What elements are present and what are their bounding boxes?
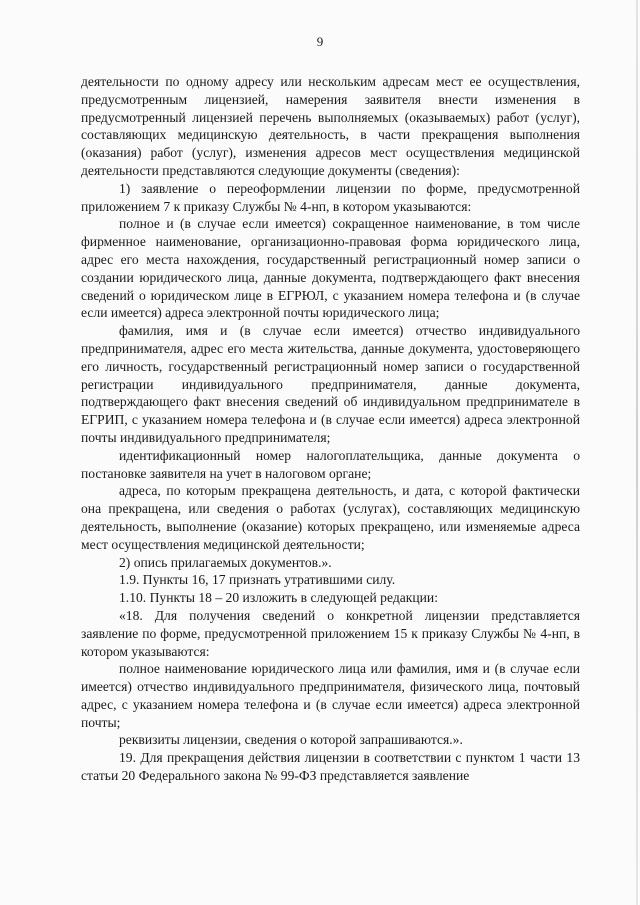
paragraph: адреса, по которым прекращена деятельность, и дата, с которой фактически она прекращена, или сведения о работах (услугах), составляющих медицинскую деятельность, выполнение (оказание) которых прекращено, или изменяемые адреса мест осуществления медицинской деятельности; [81,483,580,552]
paragraph: 1.10. Пункты 18 – 20 изложить в следующей редакции: [119,590,438,606]
paragraph: полное наименование юридического лица или фамилия, имя и (в случае если имеется) отчество индивидуального предпринимателя, физического лица, почтовый адрес, с указанием номера телефона и (в случае если имеется) адреса электронной почты; [81,661,580,730]
paragraph: реквизиты лицензии, сведения о которой запрашиваются.». [119,732,463,748]
paragraph: «18. Для получения сведений о конкретной лицензии представляется заявление по форме, предусмотренной приложением 15 к приказу Службы № 4-нп, в котором указываются: [81,607,580,659]
paragraph: 2) опись прилагаемых документов.». [119,554,332,570]
paragraph: 19. Для прекращения действия лицензии в соответствии с пунктом 1 части 13 статьи 20 Федерального закона № 99-ФЗ представляется заявление [81,750,580,784]
page-number: 9 [316,34,324,49]
paragraph: деятельности по одному адресу или нескольким адресам мест ее осуществления, предусмотренным лицензией, намерения заявителя внести изменения в предусмотренный лицензией перечень выполняемых (оказываемых) работ (услуг), составляющих медицинскую деятельность, в части прекращения выполнения (оказания) работ (услуг), изменения адресов мест осуществления медицинской деятельности представляются следующие документы (сведения): [81,74,580,178]
paragraph: полное и (в случае если имеется) сокращенное наименование, в том числе фирменное наименование, организационно-правовая форма юридического лица, адрес его места нахождения, государственный регистрационный номер записи о создании юридического лица, данные документа, подтверждающего факт внесения сведений о юридическом лице в ЕГРЮЛ, с указанием номера телефона и (в случае если имеется) адреса электронной почты юридического лица; [81,216,580,321]
scan-edge [636,0,638,905]
paragraph: идентификационный номер налогоплательщика, данные документа о постановке заявителя на учет в налоговом органе; [81,447,580,481]
paragraph: 1) заявление о переоформлении лицензии по форме, предусмотренной приложением 7 к приказу Службы № 4-нп, в котором указываются: [81,180,580,214]
paragraph: фамилия, имя и (в случае если имеется) отчество индивидуального предпринимателя, адрес его места жительства, данные документа, удостоверяющего его личность, государственный регистрационный номер записи о государственной регистрации индивидуального предпринимателя, данные документа, подтверждающего факт внесения сведений об индивидуальном предпринимателе в ЕГРИП, с указанием номера телефона и (в случае если имеется) адреса электронной почты индивидуального предпринимателя; [81,323,580,445]
document-body [81,73,580,785]
paragraph: 1.9. Пункты 16, 17 признать утратившими силу. [119,572,396,588]
